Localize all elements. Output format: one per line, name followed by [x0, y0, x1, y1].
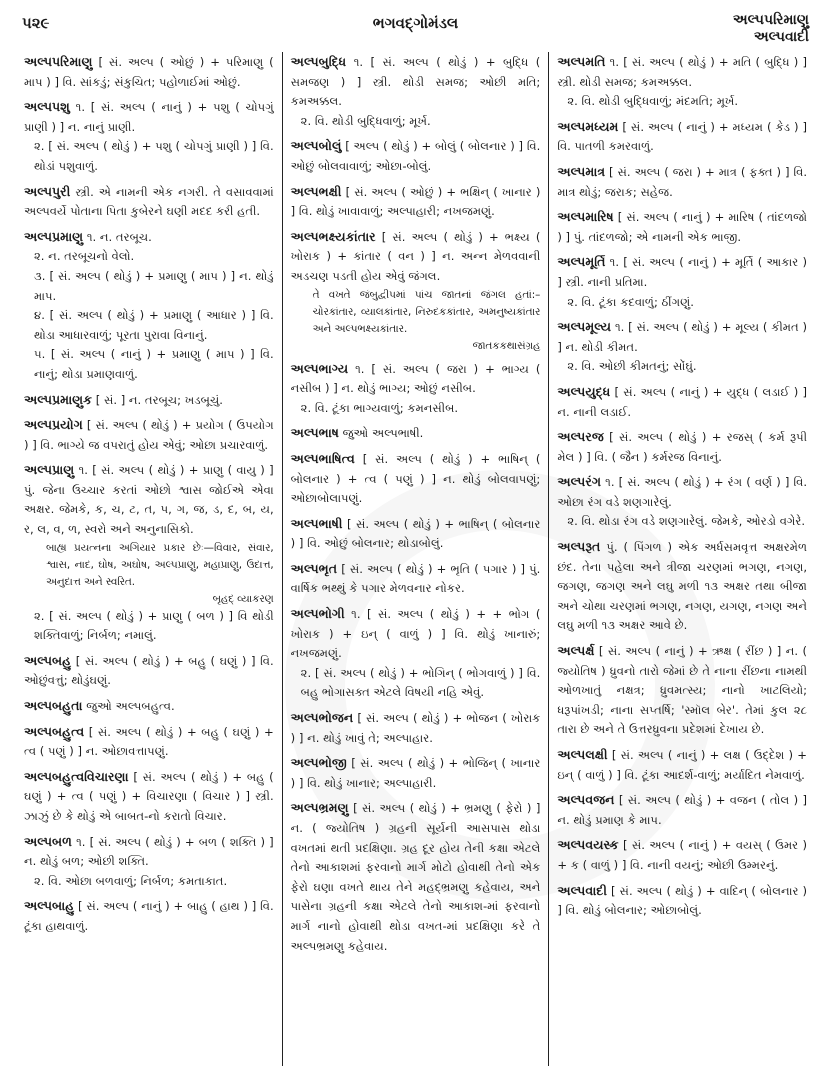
entry-definition: [ સં. અલ્પ ( નાનું ) + યુદ્ધ ( લડાઈ ) ] ન. નાની લડાઈ.	[557, 384, 808, 419]
dictionary-columns	[20, 52, 815, 1066]
entry-headword: અલ્પપ્રાણુ	[24, 462, 75, 478]
entry-sense: ૨. [ સં. અલ્પ ( થોડું ) + પ્રાણુ ( બળ ) ] વિ થોડી શક્તિવાળું; નિર્બળ; નમાલું.	[34, 608, 274, 643]
entry-definition: ૧. [ સં. અલ્પ ( થોડું ) + મૂલ્ય ( કીમત ) ] ન. થોડી કીમત.	[557, 320, 808, 354]
entry-headword: અલ્પબહુતા	[24, 698, 83, 714]
dictionary-entry	[291, 449, 541, 509]
entry-sense: ૨. [ સં. અલ્પ ( થોડું ) + પશુ ( ચોપગું પ્રાણી ) ] વિ. થોડાં પશુવાળું.	[34, 139, 274, 173]
entry-headword: અલ્પપ્રમાણુક	[24, 391, 93, 407]
entry-headword: અલ્પમારિષ	[557, 209, 614, 225]
dictionary-entry	[557, 472, 807, 532]
entry-headword: અલ્પભોજી	[290, 755, 347, 771]
dictionary-entry	[24, 460, 274, 646]
dictionary-entry	[24, 696, 274, 717]
entry-definition: [ સં. અલ્પ ( થોડું ) + ભક્ષ્ય ( ખોરાક ) + કાંતાર ( વન ) ] ન. અન્ન મેળવવાની અડચણ પડતી હોય એવું જંગલ.	[290, 229, 541, 283]
entry-sense: ૩. [ સં. અલ્પ ( થોડું ) + પ્રમાણુ ( માપ ) ] ન. થોડું માપ.	[34, 268, 274, 303]
entry-definition: [ સં. અલ્પ ( નાનું ) + મારિષ ( તાંદળજો ) ] પું. તાંદળજો; એ નામની એક ભાજી.	[557, 210, 808, 244]
entry-definition: ૧. [ સં. અલ્પ ( થોડું ) + + ભોગ ( ખોરાક ) + ઇન્ ( વાળું ) ] વિ. થોડું ખાનારું; નખજમણું.	[290, 607, 541, 661]
entry-sense: ૨. વિ. ટૂંકા કદવાળું; ઠીંગણું.	[567, 294, 694, 309]
dictionary-entry	[557, 117, 807, 157]
dictionary-entry	[291, 136, 541, 176]
entry-headword: અલ્પમતિ	[557, 54, 606, 69]
dictionary-entry	[291, 559, 541, 599]
entry-headword: અલ્પભાષિત્વ	[290, 450, 355, 466]
entry-sense: ૨. [ સં. અલ્પ ( થોડું ) + ભોગિન્ ( ભોગવાળું ) ] વિ. બહુ ભોગાસક્ત એટલે વિષયી નહિ એવું.	[300, 665, 541, 700]
dictionary-entry	[24, 722, 274, 762]
dictionary-entry	[557, 52, 807, 112]
entry-quotation: બાહ્ય પ્રયત્નના અગિયાર પ્રકાર છેઃ—વિવાર, સંવાર, શ્વાસ, નાદ, ઘોષ, અઘોષ, અલ્પપ્રાણુ, મહાપ્રાણુ, ઉદાત્ત, અનુદાત્ત અને સ્વરિત.	[46, 541, 274, 588]
entry-definition: [ સં. ] ન. તરબૂચ; ખડબૂચું.	[95, 392, 223, 407]
entry-definition: [ સં. અલ્પ ( થોડું ) + વજન ( તોલ ) ] ન. થોડું પ્રમાણ કે માપ.	[557, 793, 808, 827]
quotation-source: જાતકકથાસંગ્રહ	[472, 339, 541, 352]
dictionary-entry	[557, 382, 807, 422]
dictionary-entry	[291, 423, 541, 444]
entry-headword: અલ્પભોગી	[290, 606, 345, 622]
entry-headword: અલ્પમૂર્તિ	[557, 254, 606, 270]
entry-definition: [ સં. અલ્પ ( થોડું ) + બહુ ( ઘણું ) + ત્વ ( પણું ) ] ન. ઓછાવત્તાપણું.	[24, 724, 274, 759]
entry-sense: ૨. વિ. ટૂંકા ભાગ્યવાળું; કમનસીબ.	[300, 400, 459, 415]
entry-definition: ૧. [ સં. અલ્પ ( થોડું ) + બળ ( શક્તિ ) ] ન. થોડું બળ; ઓછી શક્તિ.	[24, 834, 274, 869]
guide-word-last: અલ્પવાદી	[753, 29, 809, 45]
page-number: પ૨૯	[22, 14, 50, 32]
entry-definition: [ સં. અલ્પ ( થોડું ) + ભાષિન્ ( બોલનાર ) ] વિ. ઓછું બોલનાર; થોડાબોલું.	[290, 516, 541, 551]
guide-word-first: અલ્પપરિમાણુ	[732, 12, 809, 28]
entry-definition: [ સં. અલ્પ ( થોડું ) + રજસ્ ( કર્મ રૂપી મેલ ) ] વિ. ( જૈન ) કર્મરજ વિનાનું.	[557, 430, 808, 464]
entry-sense: ૫. [ સં. અલ્પ ( નાનું ) + પ્રમાણુ ( માપ ) ] વિ. નાનું; થોડા પ્રમાણવાળું.	[34, 347, 274, 381]
dictionary-entry	[557, 745, 807, 785]
dictionary-entry	[291, 514, 541, 554]
entry-definition: ૧. [ સં. અલ્પ ( થોડું ) + બુદ્ધિ ( સમજણ ) ] સ્ત્રી. થોડી સમજ; ઓછી મતિ; કમઅક્કલ.	[290, 55, 541, 109]
entry-headword: અલ્પપુરી	[24, 183, 71, 199]
entry-headword: અલ્પમાત્ર	[557, 163, 606, 179]
entry-headword: અલ્પપ્રમાણુ	[24, 228, 84, 244]
entry-headword: અલ્પભોજન	[290, 710, 354, 726]
entry-definition: સ્ત્રી. એ નામની એક નગરી. તે વસાવવામાં અલ્પવર્યે પોતાના પિતા કુબેરને ઘણી મદદ કરી હતી.	[24, 184, 274, 219]
entry-definition: [ સં. અલ્પ ( થોડું ) + ભોજિન્ ( ખાનાર ) ] વિ. થોડું ખાનાર; અલ્પાહારી.	[290, 756, 541, 790]
dictionary-entry	[557, 641, 807, 740]
entry-sense: ૨. વિ. થોડી બુદ્ધિવાળું; મૂર્ખ.	[300, 113, 431, 128]
entry-quotation: તે વખતે જંબુદ્વીપમાં પાંચ જાતનાં જંગલ હતાં:–ચોરકાંતાર, વ્યાલકાંતાર, નિરુદકકાંતાર, અમનુષ્યકાંતાર અને અલ્પભક્ષ્યકાંતાર.	[312, 288, 541, 335]
entry-definition: [ સં. અલ્પ ( થોડું ) + ભૃતિ ( પગાર ) ] પું. વાર્ષિક ભથ્થું કે પગાર મેળવનાર નોકર.	[290, 561, 541, 596]
entry-headword: અલ્પપશુ	[24, 99, 70, 115]
entry-headword: અલ્પબુદ્ધિ	[290, 54, 347, 69]
entry-headword: અલ્પવાદી	[557, 882, 607, 898]
dictionary-entry	[291, 708, 541, 748]
dictionary-entry	[557, 881, 807, 921]
entry-sense: ૨. વિ. થોડા રંગ વડે શણગારેલું. જેમકે, ઓરડો વગેરે.	[567, 514, 806, 529]
dictionary-entry	[291, 182, 541, 222]
dictionary-entry	[24, 832, 274, 892]
dictionary-entry	[291, 798, 541, 956]
entry-definition: [ સં. અલ્પ ( નાનું ) + બાહુ ( હાથ ) ] વિ. ટૂંકા હાથવાળું.	[24, 899, 274, 933]
entry-headword: અલ્પબળ	[24, 833, 72, 849]
entry-definition: [ સં. અલ્પ ( થોડું ) + ભ્રમણુ ( ફેરો ) ] ન. ( જ્યોતિષ ) ગ્રહની સૂર્યની આસપાસ થોડા વખતમાં થતી પ્રદક્ષિણા. ગ્રહ દૂર હોય તેની કક્ષા એટલે તેનો આકાશમાં ફરવાનો માર્ગ મોટો હોવાથી તેનો એક ફેરો ઘણા વખતે થાય તેને મહદ્ભ્રમણુ કહેવાય, અને પાસેના ગ્રહની કક્ષા એટલે તેનો આકાશ-માં ફરવાનો માર્ગ નાનો હોવાથી થોડા વખત-માં પ્રદક્ષિણા કરે તે અલ્પભ્રમણુ કહેવાય.	[290, 801, 541, 953]
entry-headword: અલ્પવજન	[557, 792, 615, 808]
entry-headword: અલ્પયુદ્ધ	[557, 383, 611, 399]
dictionary-entry	[557, 835, 807, 875]
entry-sense: ૨. વિ. ઓછી કીમતનું; સોંઘું.	[567, 359, 697, 374]
dictionary-entry	[24, 182, 274, 222]
entry-definition: ૧. [ સં. અલ્પ ( નાનું ) + મૂર્તિ ( આકાર ) ] સ્ત્રી. નાની પ્રતિમા.	[557, 255, 808, 289]
dictionary-entry	[557, 162, 807, 202]
dictionary-entry	[24, 97, 274, 176]
entry-definition: [ સં. અલ્પ ( નાનું ) + વયસ્ ( ઉમર ) + ક ( વાળું ) ] વિ. નાની વયનું; ઓછી ઉમ્મરનું.	[557, 838, 808, 872]
entry-definition: ૧. [ સં. અલ્પ ( થોડું ) + રંગ ( વર્ણ ) ] વિ. ઓછા રંગ વડે શણગારેલું.	[557, 475, 808, 509]
entry-headword: અલ્પબોલું	[290, 138, 342, 154]
dictionary-entry	[557, 252, 807, 312]
entry-definition: [ સં. અલ્પ ( થોડું ) + પ્રયોગ ( ઉપયોગ ) ] વિ. ભાગ્યે જ વપરાતું હોય એવું; ઓછા પ્રચારવાળું.	[24, 418, 274, 452]
entry-definition: [ અલ્પ ( થોડું ) + બોલું ( બોલનાર ) ] વિ. ઓછું બોલવાવાળું; ઓછા-બોલું.	[290, 139, 541, 173]
column-middle	[282, 52, 549, 1066]
entry-headword: અલ્પભાષી	[290, 515, 343, 531]
entry-definition: [ સં. અલ્પ ( નાનું ) + મધ્યમ ( કેડ ) ] વિ. પાતળી કમરવાળું.	[557, 119, 808, 154]
dictionary-entry	[291, 359, 541, 419]
entry-definition: [ સં. અલ્પ ( ઓછું ) + ભક્ષિન્ ( ખાનાર ) ] વિ. થોડું ખાવાવાળું; અલ્પાહારી; નખજમણું.	[290, 184, 541, 219]
dictionary-entry	[24, 767, 274, 827]
dictionary-entry	[557, 790, 807, 830]
entry-headword: અલ્પભક્ષી	[290, 183, 342, 199]
entry-headword: અલ્પબહુત્વવિચારણા	[24, 768, 129, 784]
dictionary-entry	[291, 753, 541, 793]
entry-headword: અલ્પભાગ્ય	[290, 360, 349, 376]
entry-definition: ૧. [ સં. અલ્પ ( નાનું ) + પશુ ( ચોપગું પ્રાણી ) ] ન. નાનું પ્રાણી.	[24, 100, 274, 134]
column-left	[20, 52, 282, 1066]
entry-headword: અલ્પમૂલ્ય	[557, 319, 612, 335]
entry-headword: અલ્પમધ્યમ	[557, 118, 619, 134]
entry-definition: [ સં. અલ્પ ( ઓછું ) + પરિમાણુ ( માપ ) ] વિ. સાંકડું; સંકુચિત; પહોળાઈમાં ઓછું.	[24, 55, 274, 89]
entry-definition: [ સં. અલ્પ ( થોડું ) + વાદિન્ ( બોલનાર ) ] વિ. થોડું બોલનાર; ઓછાબોલું.	[557, 883, 808, 918]
entry-definition: ૧. [ સં. અલ્પ ( થોડું ) + મતિ ( બુદ્ધિ ) ] સ્ત્રી. થોડી સમજ; કમઅક્કલ.	[557, 55, 808, 89]
book-title: ભગવદ્ગોમંડલ	[372, 14, 459, 32]
page-header	[22, 10, 809, 48]
entry-headword: અલ્પપ્રયોગ	[24, 417, 83, 433]
entry-definition: [ સં. અલ્પ ( થોડું ) + બહુ ( ઘણું ) ] વિ. ઓછુંવત્તું; થોડુંઘણું.	[24, 653, 274, 688]
dictionary-entry	[291, 227, 541, 354]
entry-definition: ૧. ન. તરબૂચ.	[86, 229, 152, 244]
column-right	[548, 52, 815, 1066]
dictionary-entry	[557, 537, 807, 636]
entry-definition: [ સં. અલ્પ ( થોડું ) + બહુ ( ઘણું ) + ત્વ ( પણું ) + વિચારણા ( વિચાર ) ] સ્ત્રી. ઝાઝું છે કે થોડું એ બાબત-નો કરાતો વિચાર.	[24, 769, 274, 823]
entry-sense: ૨. વિ. ઓછા બળવાળું; નિર્બળ; કમતાકાત.	[34, 873, 228, 888]
entry-headword: અલ્પરૂત	[557, 539, 601, 555]
dictionary-entry	[557, 427, 807, 467]
entry-definition: [ સં. અલ્પ ( નાનું ) + ઋક્ષ ( રીંછ ) ] ન. ( જ્યોતિષ ) ધ્રુવનો તારો જેમાં છે તે નાના રીંછના નામથી ઓળખાતું નક્ષત્ર; ધ્રુવમત્સ્ય; નાનો ખાટલિયો; ધરૂપાંખડી; નાના સપ્તર્ષિ; 'સ્મૉલ બેર'. તેમાં કુલ ૨૮ તારા છે અને તે ઉત્તરધ્રુવના પ્રદેશમાં દેખાય છે.	[557, 644, 808, 737]
dictionary-entry	[24, 651, 274, 691]
entry-headword: અલ્પભાષ	[290, 425, 339, 441]
dictionary-entry	[24, 415, 274, 455]
entry-headword: અલ્પભ્રમણુ	[290, 800, 349, 816]
dictionary-entry	[291, 604, 541, 703]
entry-sense: ૪. [ સં. અલ્પ ( થોડું ) + પ્રમાણુ ( આધાર ) ] વિ. થોડા આધારવાળું; પૂરતા પુરાવા વિનાનું.	[34, 308, 274, 342]
guide-words	[733, 12, 809, 46]
entry-sense: ૨. વિ. થોડી બુદ્ધિવાળું; મંદમતિ; મૂર્ખ.	[567, 94, 739, 109]
entry-headword: અલ્પર્ક્ષ	[557, 643, 595, 659]
entry-definition: જુઓ અલ્પબહુત્વ.	[86, 699, 175, 714]
entry-definition: [ સં. અલ્પ ( થોડું ) + ભોજન ( ખોરાક ) ] ન. થોડું ખાવું તે; અલ્પાહાર.	[290, 711, 541, 745]
quotation-source: બૃહદ્ વ્યાકરણ	[212, 592, 274, 605]
entry-definition: [ સં. અલ્પ ( થોડું ) + ભાષિન્ ( બોલનાર ) + ત્વ ( પણું ) ] ન. થોડું બોલવાપણું; ઓછાબોલાપણું.	[290, 451, 541, 506]
entry-headword: અલ્પરંગ	[557, 474, 602, 490]
dictionary-entry	[557, 317, 807, 377]
entry-headword: અલ્પવયસ્ક	[557, 837, 619, 853]
dictionary-entry	[24, 52, 274, 92]
entry-headword: અલ્પબહુત્વ	[24, 723, 85, 739]
entry-definition: [ સં. અલ્પ ( જરા ) + માત્ર ( ફક્ત ) ] વિ. માત્ર થોડું; જરાક; સહેજ.	[557, 164, 808, 199]
entry-definition: ૧. [ સં. અલ્પ ( જરા ) + ભાગ્ય ( નસીબ ) ] ન. થોડું ભાગ્ય; ઓછું નસીબ.	[290, 361, 541, 396]
entry-headword: અલ્પબહુ	[24, 652, 72, 668]
entry-sense: ૨. ન. તરબૂચનો વેલો.	[34, 249, 135, 264]
entry-definition: જુઓ અલ્પભાષી.	[342, 426, 424, 441]
entry-headword: અલ્પરજ	[557, 429, 604, 445]
dictionary-entry	[557, 207, 807, 247]
dictionary-entry	[24, 896, 274, 936]
entry-headword: અલ્પભક્ષ્યકાંતાર	[290, 228, 376, 244]
entry-headword: અલ્પભૃત	[290, 560, 338, 576]
dictionary-entry	[24, 227, 274, 385]
dictionary-entry	[291, 52, 541, 131]
entry-definition: [ સં. અલ્પ ( નાનું ) + લક્ષ ( ઉદ્દેશ ) + ઇન્ ( વાળું ) ] વિ. ટૂંકા આદર્શ-વાળું; મર્યાદિત નેમવાળું.	[557, 748, 808, 782]
entry-definition: ૧. [ સં. અલ્પ ( થોડું ) + પ્રાણુ ( વાયુ ) ] પું. જેના ઉચ્ચાર કરતાં ઓછો શ્વાસ જોઈએ એવા અક્ષર. જેમકે, ક, ચ, ટ, ત, પ, ગ, જ, ડ, દ, બ, ય, ર, લ, વ, ળ, સ્વરો અને અનુનાસિકો.	[24, 463, 274, 537]
entry-headword: અલ્પબાહુ	[24, 898, 75, 914]
entry-headword: અલ્પપરિમાણુ	[24, 54, 93, 69]
dictionary-entry	[24, 390, 274, 411]
entry-headword: અલ્પલક્ષી	[557, 747, 608, 762]
entry-definition: પું. ( પિંગળ ) એક અર્ધસમવૃત્ત અક્ષરમેળ છંદ. તેના પહેલા અને ત્રીજા ચરણમાં ભગણ, નગણ, જગણ, જગણ અને લઘુ મળી ૧૩ અક્ષર તથા બીજા અને ચોથા ચરણમાં ભગણ, નગણ, યગણ, નગણ અને લઘુ મળી ૧૩ અક્ષર આવે છે.	[557, 540, 808, 633]
